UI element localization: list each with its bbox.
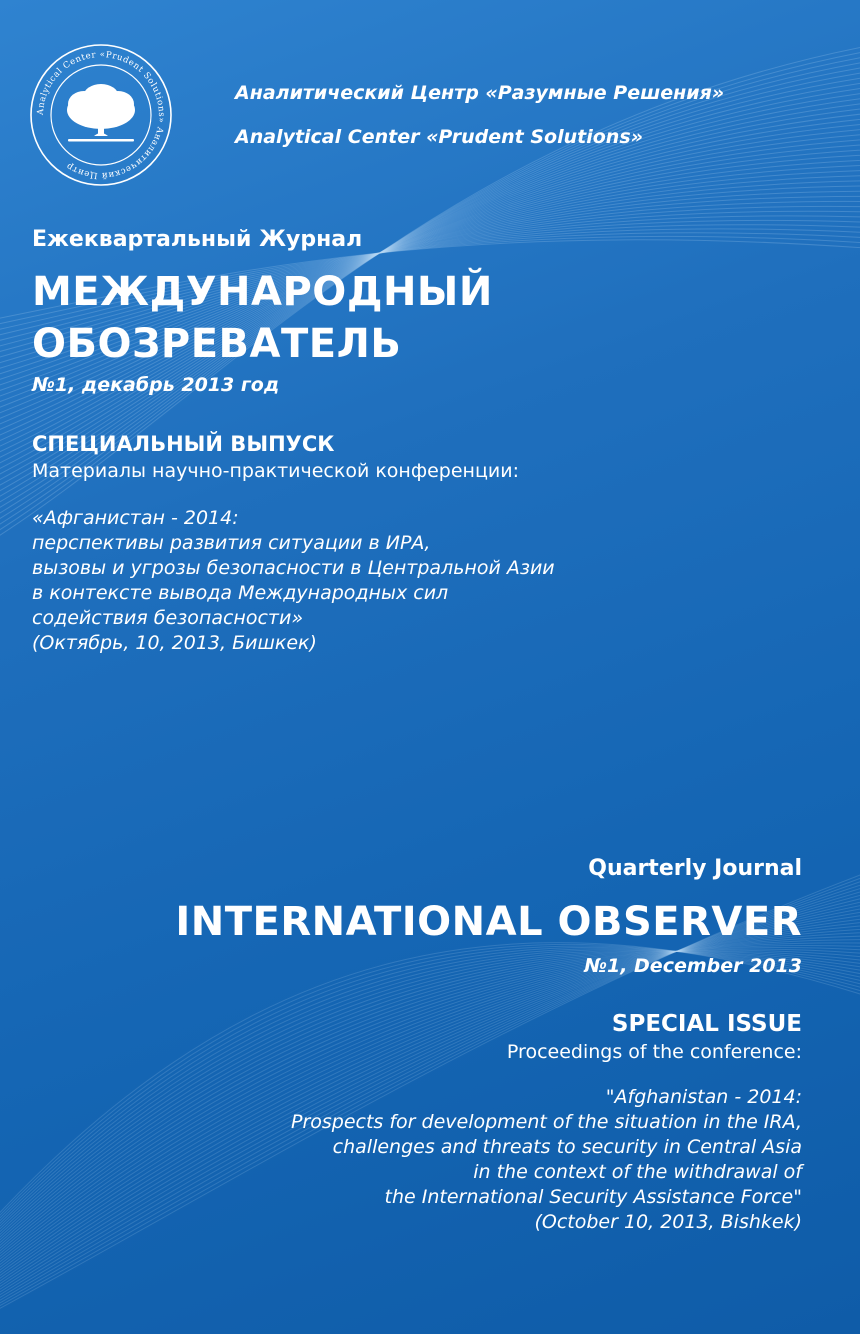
journal-title-ru [32, 266, 832, 370]
conference-title-en [82, 1085, 802, 1235]
conference-date: (Октябрь, 10, 2013, Бишкек) [32, 632, 317, 654]
conference-line: challenges and threats to security in Central Asia [332, 1136, 802, 1158]
conference-line: перспективы развития ситуации в ИРА, [32, 532, 431, 554]
special-issue-ru: СПЕЦИАЛЬНЫЙ ВЫПУСК [32, 432, 335, 456]
logo-seal [28, 42, 174, 188]
tree-icon [67, 84, 135, 142]
issue-number-en: №1, December 2013 [584, 955, 802, 977]
conference-date: (October 10, 2013, Bishkek) [534, 1211, 802, 1233]
russian-section [32, 226, 832, 656]
proceedings-en: Proceedings of the conference: [506, 1041, 802, 1063]
conference-line: вызовы и угрозы безопасности в Центральной Азии [32, 557, 555, 579]
proceedings-ru: Материалы научно-практической конференции: [32, 460, 519, 482]
english-section [82, 856, 802, 1235]
journal-title-ru-line1: МЕЖДУНАРОДНЫЙ [32, 269, 493, 315]
conference-line: in the context of the withdrawal of [473, 1161, 802, 1183]
conference-line: «Афганистан - 2014: [32, 507, 239, 529]
org-name-ru: Аналитический Центр «Разумные Решения» [235, 82, 725, 104]
issue-number-ru: №1, декабрь 2013 год [32, 374, 280, 396]
svg-text:Analytical Center «Prudent Sol: Analytical Center «Prudent Solutions» Аналитический Центр [35, 49, 167, 181]
conference-line: the International Security Assistance Force" [384, 1186, 802, 1208]
journal-title-en: INTERNATIONAL OBSERVER [175, 899, 802, 945]
conference-line: Prospects for development of the situation in the IRA, [290, 1111, 802, 1133]
org-name-en: Analytical Center «Prudent Solutions» [235, 126, 643, 148]
conference-line: в контексте вывода Международных сил [32, 582, 449, 604]
conference-line: "Afghanistan - 2014: [605, 1086, 802, 1108]
conference-title-ru [32, 506, 832, 656]
special-issue-en: SPECIAL ISSUE [611, 1011, 802, 1037]
journal-title-ru-line2: ОБОЗРЕВАТЕЛЬ [32, 321, 402, 367]
journal-type-ru: Ежеквартальный Журнал [32, 227, 363, 252]
conference-line: содействия безопасности» [32, 607, 304, 629]
journal-type-en: Quarterly Journal [588, 856, 802, 881]
